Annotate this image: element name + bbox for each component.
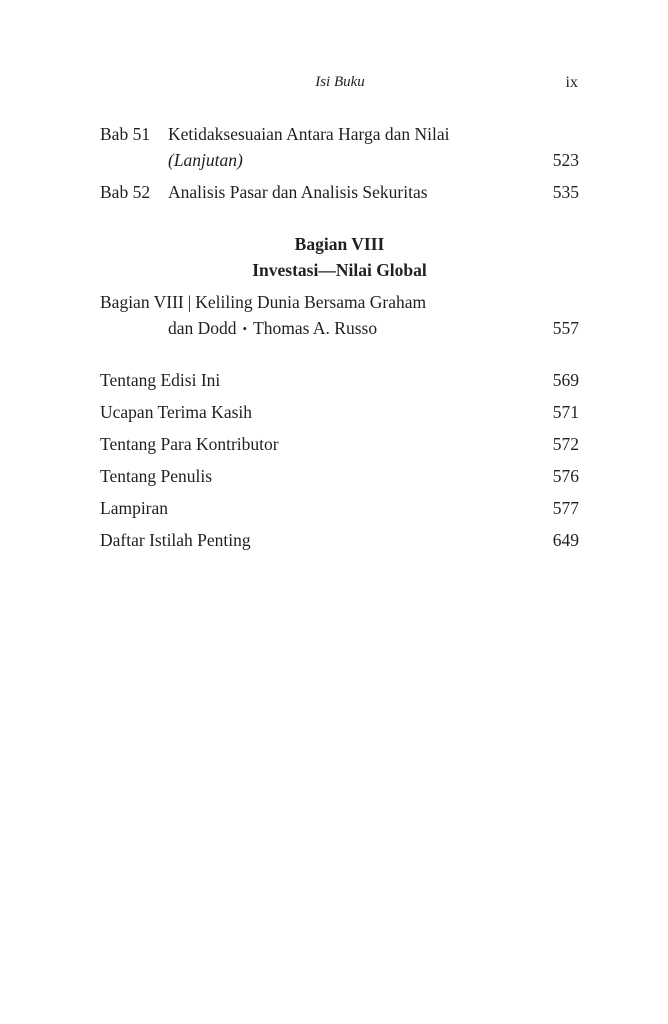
part-entry-line	[100, 290, 426, 314]
toc-entry-back-matter	[100, 528, 579, 552]
back-matter-page: 569	[552, 370, 579, 390]
part-heading-title: Investasi—Nilai Global	[252, 260, 427, 280]
page-number: ix	[565, 74, 578, 91]
toc-entry-bab-52	[100, 180, 579, 204]
back-matter-page: 571	[552, 402, 579, 422]
back-matter-page: 649	[552, 530, 579, 550]
part-entry-title-continued: dan Dodd	[168, 318, 237, 338]
back-matter-title: Tentang Edisi Ini	[100, 370, 221, 390]
toc-entry-bab-51	[100, 122, 579, 146]
part-entry-title: Keliling Dunia Bersama Graham	[195, 292, 427, 312]
running-head	[0, 74, 668, 96]
back-matter-title: Ucapan Terima Kasih	[100, 402, 253, 422]
toc-entry-back-matter	[100, 432, 579, 456]
part-entry-page: 557	[552, 318, 579, 338]
chapter-page: 535	[552, 182, 579, 202]
back-matter-title: Tentang Para Kontributor	[100, 434, 279, 454]
back-matter-title: Lampiran	[100, 498, 169, 518]
part-entry-author: Thomas A. Russo	[253, 318, 378, 338]
chapter-page: 523	[552, 150, 579, 170]
chapter-label: Bab 51	[100, 124, 151, 144]
part-entry-title-continued-line	[168, 316, 377, 342]
back-matter-page: 572	[552, 434, 579, 454]
toc-entry-back-matter	[100, 464, 579, 488]
toc-entry-bab-51-cont	[100, 148, 579, 172]
back-matter-page: 576	[552, 466, 579, 486]
toc-entry-part-viii-cont	[100, 316, 579, 340]
back-matter-title: Daftar Istilah Penting	[100, 530, 251, 550]
chapter-title: Analisis Pasar dan Analisis Sekuritas	[168, 182, 428, 202]
toc-entry-back-matter	[100, 496, 579, 520]
chapter-title: Ketidaksesuaian Antara Harga dan Nilai	[168, 124, 450, 144]
back-matter-page: 577	[552, 498, 579, 518]
part-entry-separator: |	[187, 292, 192, 312]
chapter-title-continued: (Lanjutan)	[168, 150, 243, 170]
toc-entry-back-matter	[100, 400, 579, 424]
bullet-separator: •	[242, 321, 248, 336]
toc-entry-back-matter	[100, 368, 579, 392]
part-heading-number: Bagian VIII	[294, 234, 385, 254]
running-title: Isi Buku	[315, 74, 365, 90]
chapter-label: Bab 52	[100, 182, 151, 202]
toc-entry-part-viii	[100, 290, 579, 314]
part-entry-label: Bagian VIII	[100, 292, 184, 312]
back-matter-title: Tentang Penulis	[100, 466, 213, 486]
